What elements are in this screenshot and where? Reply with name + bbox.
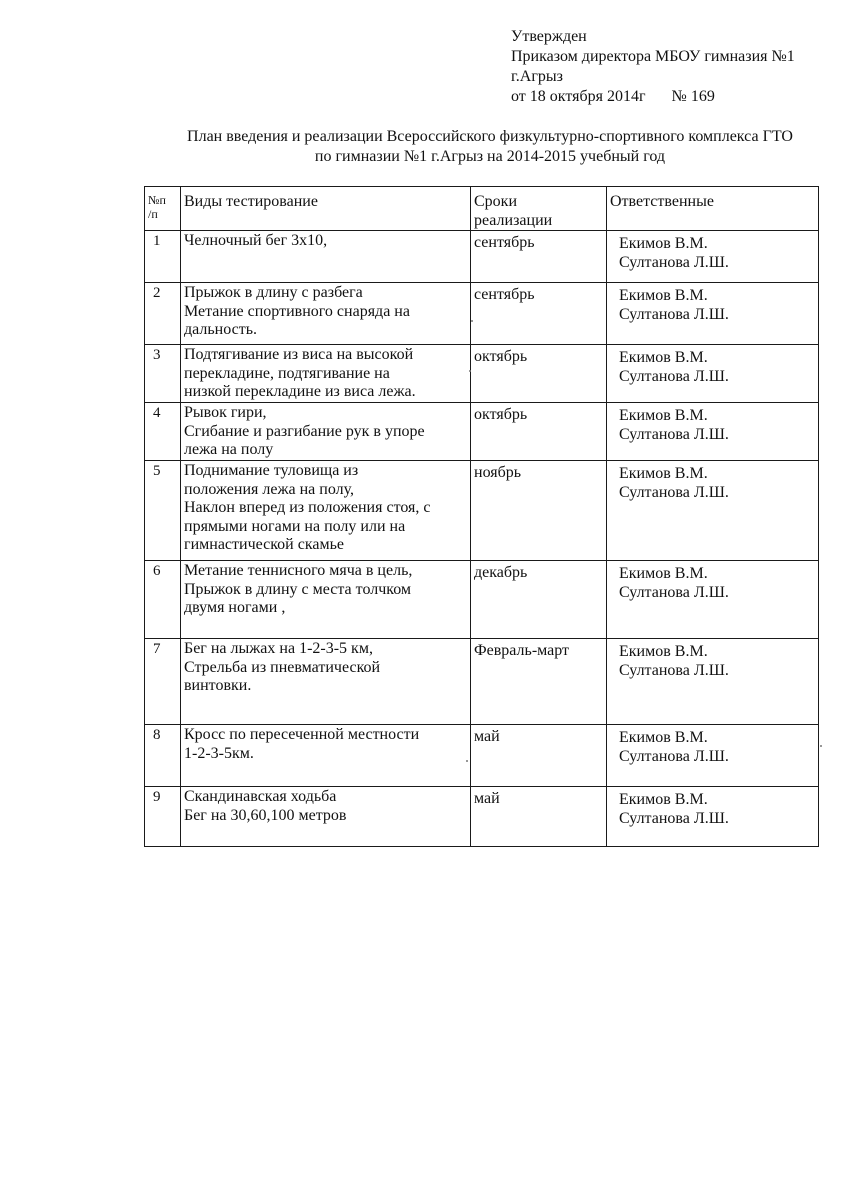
row-responsible xyxy=(607,461,819,561)
row-responsible xyxy=(607,787,819,847)
responsible-person: Екимов В.М. xyxy=(619,349,708,366)
table-row xyxy=(145,283,819,345)
table-row xyxy=(145,725,819,787)
row-responsible xyxy=(607,403,819,461)
responsible-person: Султанова Л.Ш. xyxy=(619,809,729,827)
row-responsible xyxy=(607,283,819,345)
test-type-line: Метание спортивного снаряда на xyxy=(184,302,410,320)
document-title xyxy=(140,127,840,167)
table-row xyxy=(145,461,819,561)
test-type-line: Метание теннисного мяча в цель, xyxy=(184,562,413,579)
test-type-line: винтовки. xyxy=(184,677,252,694)
responsible-person: Султанова Л.Ш. xyxy=(619,305,729,323)
header-type: Виды тестирование xyxy=(181,187,471,231)
header-term-line-1: Сроки xyxy=(474,193,518,210)
responsible-person: Екимов В.М. xyxy=(619,235,708,252)
row-test-type xyxy=(181,403,471,461)
approval-line-3: г.Агрыз xyxy=(511,68,563,85)
row-responsible xyxy=(607,561,819,639)
responsible-person: Екимов В.М. xyxy=(619,565,708,582)
row-term: Февраль-март xyxy=(471,639,607,725)
approval-line-1: Утвержден xyxy=(511,28,587,45)
row-number: 4 xyxy=(145,403,181,461)
approval-date: от 18 октября 2014г xyxy=(511,88,646,105)
approval-block xyxy=(511,27,841,107)
responsible-person: Екимов В.М. xyxy=(619,407,708,424)
row-number: 8 xyxy=(145,725,181,787)
row-test-type xyxy=(181,345,471,403)
header-responsible: Ответственные xyxy=(607,187,819,231)
row-test-type xyxy=(181,787,471,847)
scan-speck xyxy=(469,370,471,372)
table-row xyxy=(145,231,819,283)
responsible-person: Екимов В.М. xyxy=(619,287,708,304)
test-type-line: Челночный бег 3х10, xyxy=(184,232,328,249)
test-type-line: Рывок гири, xyxy=(184,404,267,421)
test-type-line: 1-2-3-5км. xyxy=(184,744,254,762)
row-term: октябрь xyxy=(471,345,607,403)
row-term: сентябрь xyxy=(471,231,607,283)
title-line-1: План введения и реализации Всероссийского физкультурно-спортивного комплекса ГТО xyxy=(187,128,793,145)
row-responsible xyxy=(607,725,819,787)
test-type-line: Прыжок в длину с места толчком xyxy=(184,580,412,598)
row-number: 7 xyxy=(145,639,181,725)
header-term-line-2: реализации xyxy=(474,211,553,229)
row-term: май xyxy=(471,787,607,847)
test-type-line: низкой перекладине из виса лежа. xyxy=(184,383,416,400)
table-row xyxy=(145,403,819,461)
table-row xyxy=(145,639,819,725)
approval-number: № 169 xyxy=(671,88,715,105)
row-test-type xyxy=(181,725,471,787)
header-num xyxy=(145,187,181,231)
test-type-line: Поднимание туловища из xyxy=(184,462,359,479)
row-test-type xyxy=(181,639,471,725)
test-type-line: двумя ногами , xyxy=(184,599,286,616)
header-num-line-2: /п xyxy=(148,207,158,221)
row-responsible xyxy=(607,231,819,283)
responsible-person: Султанова Л.Ш. xyxy=(619,425,729,443)
approval-date-line xyxy=(511,87,841,107)
responsible-person: Султанова Л.Ш. xyxy=(619,747,729,765)
responsible-person: Екимов В.М. xyxy=(619,791,708,808)
row-number: 3 xyxy=(145,345,181,403)
row-number: 5 xyxy=(145,461,181,561)
responsible-person: Султанова Л.Ш. xyxy=(619,367,729,385)
responsible-person: Султанова Л.Ш. xyxy=(619,583,729,601)
responsible-person: Султанова Л.Ш. xyxy=(619,661,729,679)
title-line-2: по гимназии №1 г.Агрыз на 2014-2015 учебный год xyxy=(314,148,666,165)
row-responsible xyxy=(607,345,819,403)
row-term: ноябрь xyxy=(471,461,607,561)
row-term: октябрь xyxy=(471,403,607,461)
test-type-line: прямыми ногами на полу или на xyxy=(184,517,406,535)
row-term: декабрь xyxy=(471,561,607,639)
test-type-line: Стрельба из пневматической xyxy=(184,658,381,676)
table-row xyxy=(145,345,819,403)
test-type-line: лежа на полу xyxy=(184,441,274,458)
table-row xyxy=(145,787,819,847)
row-test-type xyxy=(181,283,471,345)
header-num-line-1: №п xyxy=(148,193,166,207)
row-responsible xyxy=(607,639,819,725)
plan-table xyxy=(144,186,819,847)
row-term: сентябрь xyxy=(471,283,607,345)
approval-line-2: Приказом директора МБОУ гимназия №1 xyxy=(511,48,795,65)
table-header-row xyxy=(145,187,819,231)
test-type-line: Наклон вперед из положения стоя, с xyxy=(184,499,431,516)
responsible-person: Екимов В.М. xyxy=(619,643,708,660)
test-type-line: Кросс по пересеченной местности xyxy=(184,726,420,743)
test-type-line: гимнастической скамье xyxy=(184,536,344,553)
table-row xyxy=(145,561,819,639)
responsible-person: Султанова Л.Ш. xyxy=(619,483,729,501)
row-test-type xyxy=(181,461,471,561)
scan-speck xyxy=(471,320,473,322)
scan-speck xyxy=(820,745,822,747)
test-type-line: Прыжок в длину с разбега xyxy=(184,284,363,301)
row-number: 9 xyxy=(145,787,181,847)
test-type-line: положения лежа на полу, xyxy=(184,480,355,498)
test-type-line: Подтягивание из виса на высокой xyxy=(184,346,414,363)
responsible-person: Султанова Л.Ш. xyxy=(619,253,729,271)
scan-speck xyxy=(466,760,468,762)
row-term: май xyxy=(471,725,607,787)
row-test-type xyxy=(181,231,471,283)
row-number: 1 xyxy=(145,231,181,283)
test-type-line: Бег на 30,60,100 метров xyxy=(184,806,347,824)
responsible-person: Екимов В.М. xyxy=(619,729,708,746)
responsible-person: Екимов В.М. xyxy=(619,465,708,482)
test-type-line: Бег на лыжах на 1-2-3-5 км, xyxy=(184,640,373,657)
test-type-line: Скандинавская ходьба xyxy=(184,788,337,805)
row-number: 2 xyxy=(145,283,181,345)
test-type-line: дальность. xyxy=(184,321,258,338)
header-term xyxy=(471,187,607,231)
row-number: 6 xyxy=(145,561,181,639)
row-test-type xyxy=(181,561,471,639)
test-type-line: Сгибание и разгибание рук в упоре xyxy=(184,422,425,440)
test-type-line: перекладине, подтягивание на xyxy=(184,364,390,382)
